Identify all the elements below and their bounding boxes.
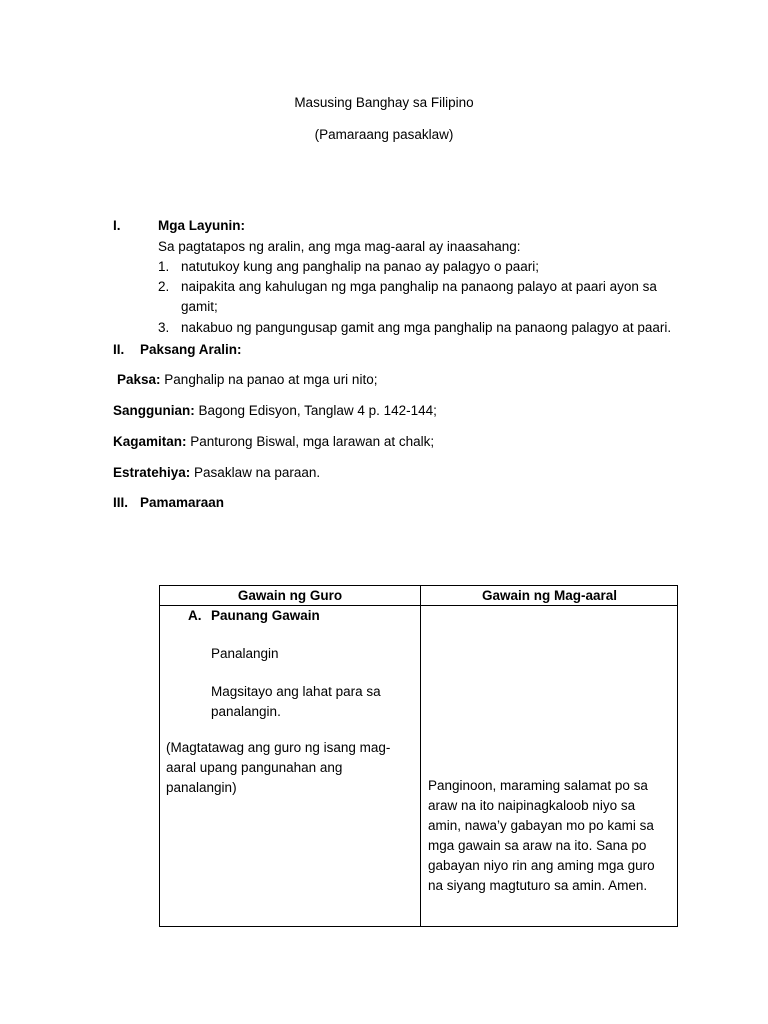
field-kagamitan [113, 432, 434, 452]
student-prayer: Panginoon, maraming salamat po sa araw na ito naipinagkaloob niyo sa amin, nawa’y gabayan mo po kami sa mga gawain sa araw na ito. Sana po gabayan niyo rin ang aming mga guro na siyang magtuturo sa amin. Amen. [428, 778, 655, 893]
section-2-numeral: II. [113, 342, 125, 357]
column-divider [420, 586, 421, 926]
field-label: Sanggunian: [113, 403, 195, 418]
objective-number: 2. [158, 279, 170, 294]
objective-item [158, 257, 688, 277]
teacher-note: (Magtatawag ang guro ng isang mag-aaral upang pangunahan ang panalangin) [166, 740, 391, 795]
objective-number: 1. [158, 259, 170, 274]
objective-text: naipakita ang kahulugan ng mga panghalip na panaong palayo at paari ayon sa gamit; [181, 279, 657, 314]
field-estratehiya [113, 463, 320, 483]
section-3-heading: Pamamaraan [140, 495, 225, 510]
field-label: Kagamitan: [113, 434, 187, 449]
objective-item [158, 318, 688, 338]
activity-table [159, 585, 678, 927]
header-student-activity: Gawain ng Mag-aaral [481, 588, 618, 603]
part-title: Paunang Gawain [211, 608, 320, 623]
objectives-intro: Sa pagtatapos ng aralin, ang mga mag-aaral ay inaasahang: [158, 239, 521, 254]
objective-text: nakabuo ng pangungusap gamit ang mga panghalip na panaong palagyo at paari. [181, 320, 672, 335]
field-sanggunian [113, 401, 437, 421]
field-value: Bagong Edisyon, Tanglaw 4 p. 142-144; [194, 403, 437, 418]
part-number: A. [188, 608, 202, 623]
field-label: Paksa: [117, 372, 161, 387]
section-1-numeral: I. [113, 218, 121, 233]
field-paksa [117, 370, 377, 390]
document-title: Masusing Banghay sa Filipino [294, 95, 474, 110]
section-2-heading: Paksang Aralin: [140, 342, 242, 357]
field-value: Pasaklaw na paraan. [190, 465, 321, 480]
field-value: Panturong Biswal, mga larawan at chalk; [186, 434, 435, 449]
objective-item [158, 277, 668, 317]
teacher-item: Panalangin [211, 646, 279, 661]
section-1-heading: Mga Layunin: [158, 218, 245, 233]
objective-text: natutukoy kung ang panghalip na panao ay palagyo o paari; [181, 259, 540, 274]
field-label: Estratehiya: [113, 465, 191, 480]
field-value: Panghalip na panao at mga uri nito; [160, 372, 378, 387]
document-subtitle: (Pamaraang pasaklaw) [314, 127, 454, 142]
header-teacher-activity: Gawain ng Guro [237, 588, 343, 603]
section-3-numeral: III. [113, 495, 129, 510]
teacher-instruction: Magsitayo ang lahat para sa panalangin. [211, 684, 381, 719]
objective-number: 3. [158, 320, 170, 335]
